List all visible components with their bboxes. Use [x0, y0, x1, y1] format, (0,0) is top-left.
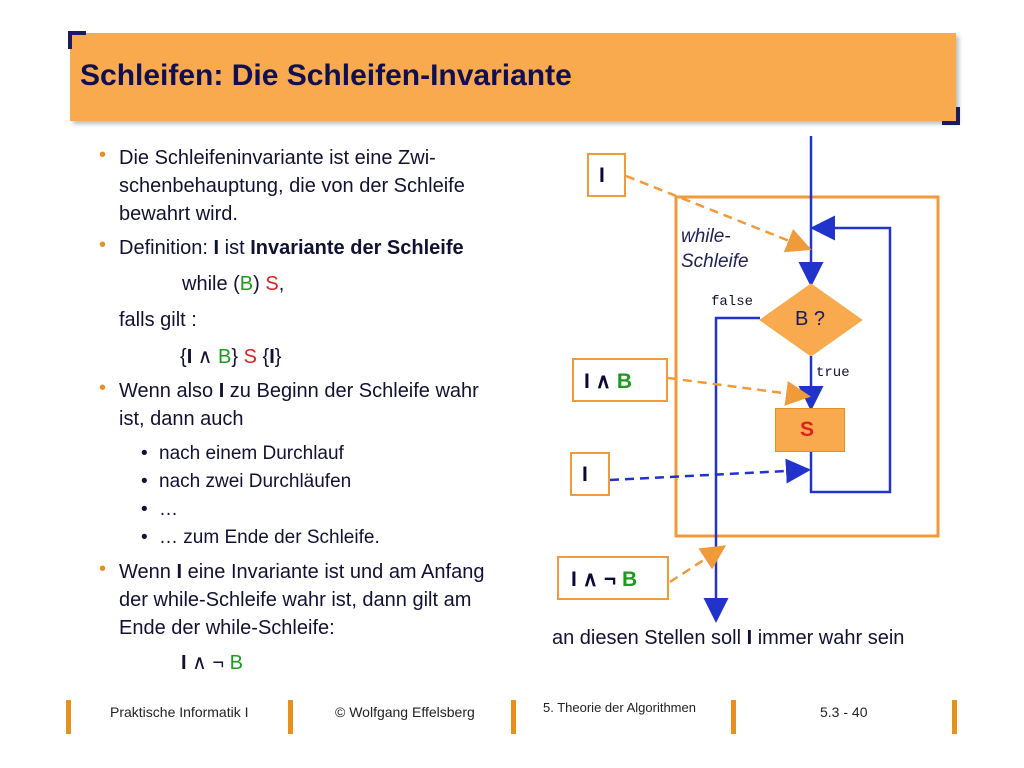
bullet-icon: •	[99, 144, 107, 166]
while-statement: while (B) S,	[182, 273, 285, 295]
while-label-1: while-	[681, 226, 731, 247]
dashed-arrow-I-mid	[610, 470, 806, 480]
sub-bullet-icon: •	[141, 499, 148, 520]
bullet4-line2: der while-Schleife wahr ist, dann gilt am	[119, 589, 472, 611]
footer-author: © Wolfgang Effelsberg	[335, 704, 475, 720]
box-invariant-mid: I	[570, 452, 610, 496]
bullet3-line2: ist, dann auch	[119, 408, 244, 430]
box-invariant-top: I	[587, 153, 626, 197]
statement-box: S	[775, 408, 845, 452]
sub-item-1: nach einem Durchlauf	[159, 443, 344, 464]
hoare-triple: {I ∧ B} S {I}	[180, 346, 282, 368]
footer-divider	[511, 700, 516, 734]
footer-divider	[952, 700, 957, 734]
final-formula: I ∧ ¬ B	[181, 652, 243, 674]
sub-bullet-icon: •	[141, 471, 148, 492]
false-exit-line	[716, 318, 760, 618]
sub-item-3: …	[159, 499, 178, 520]
bullet4-line3: Ende der while-Schleife:	[119, 617, 335, 639]
false-label: false	[711, 294, 754, 310]
bullet2-line: Definition: I ist Invariante der Schleife	[119, 237, 464, 259]
footer-page-number: 5.3 - 40	[820, 704, 868, 720]
box-invariant-and-b: I ∧ B	[572, 358, 668, 402]
dashed-arrow-I-and-not-B	[670, 548, 722, 582]
bullet1-line2: schenbehauptung, die von der Schleife	[119, 175, 465, 197]
sub-item-4: … zum Ende der Schleife.	[159, 527, 380, 548]
box-invariant-and-not-b: I ∧ ¬ B	[557, 556, 669, 600]
slide-title: Schleifen: Die Schleifen-Invariante	[80, 59, 572, 92]
footer-chapter: 5. Theorie der Algorithmen	[543, 700, 696, 715]
while-label-2: Schleife	[681, 251, 749, 272]
diagram-caption: an diesen Stellen soll I immer wahr sein	[552, 627, 905, 649]
dashed-arrow-I-and-B	[668, 378, 806, 396]
falls-gilt: falls gilt :	[119, 309, 197, 331]
bullet-icon: •	[99, 234, 107, 256]
bullet-icon: •	[99, 377, 107, 399]
bullet1-line3: bewahrt wird.	[119, 203, 238, 225]
footer-divider	[66, 700, 71, 734]
bullet-icon: •	[99, 558, 107, 580]
footer-divider	[731, 700, 736, 734]
bullet1-line1: Die Schleifeninvariante ist eine Zwi-	[119, 147, 436, 169]
footer-divider	[288, 700, 293, 734]
bullet3-line1: Wenn also I zu Beginn der Schleife wahr	[119, 380, 479, 402]
footer-course: Praktische Informatik I	[110, 704, 249, 720]
true-label: true	[816, 365, 850, 381]
sub-bullet-icon: •	[141, 527, 148, 548]
loop-back-line	[811, 228, 890, 492]
sub-item-2: nach zwei Durchläufen	[159, 471, 352, 492]
condition-label: B ?	[795, 308, 826, 330]
sub-bullet-icon: •	[141, 443, 148, 464]
bullet4-line1: Wenn I eine Invariante ist und am Anfang	[119, 561, 485, 583]
